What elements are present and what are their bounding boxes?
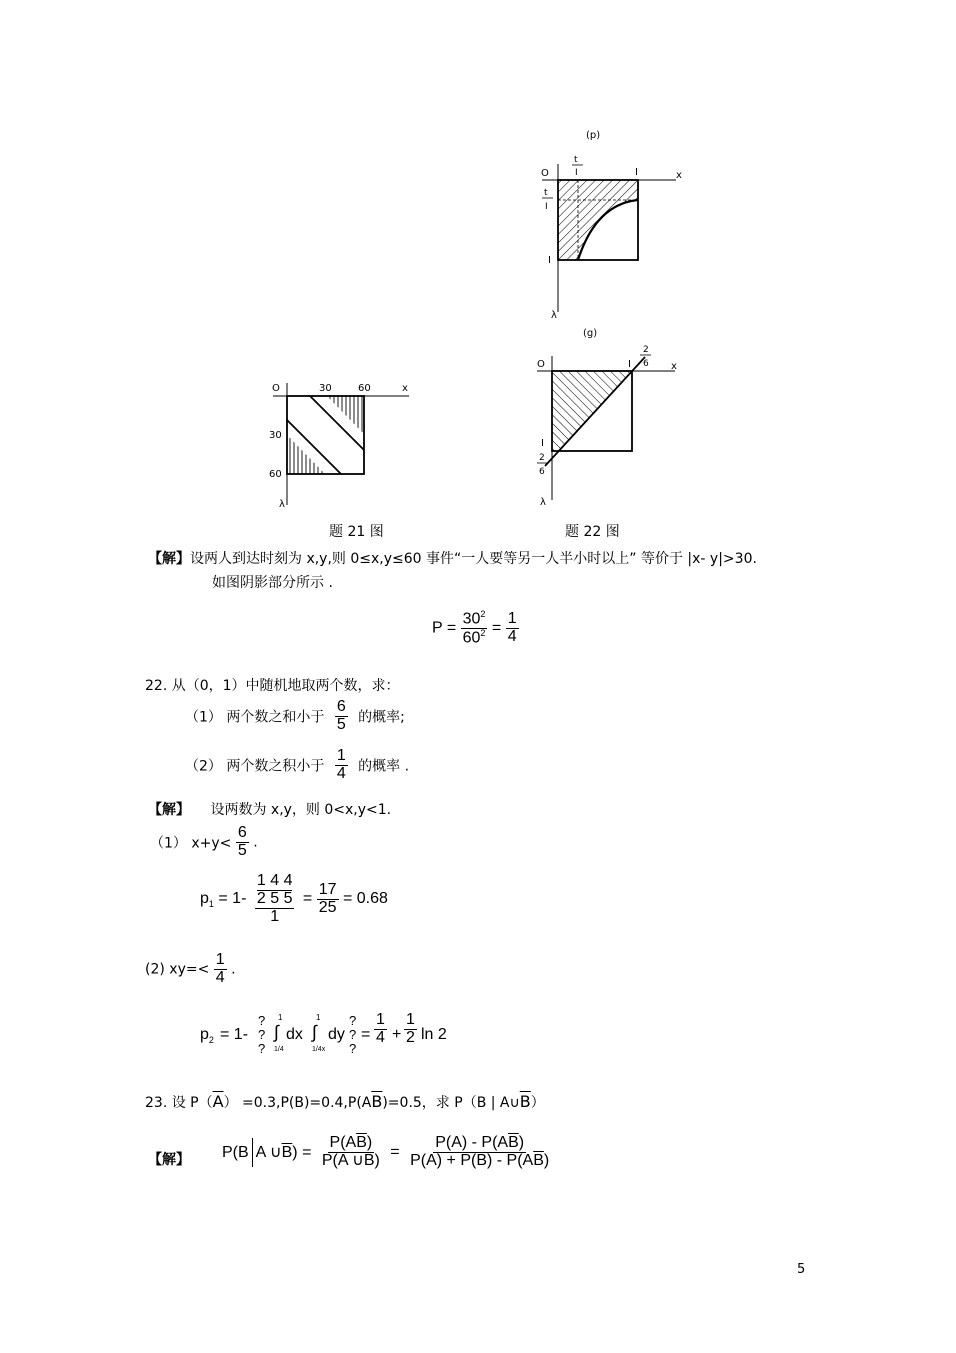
p21-result-fraction: $\frac{1}{4}$ — [507, 610, 517, 646]
p21-solution-line2: 如图阴影部分所示 . — [212, 575, 333, 591]
figure-21 — [265, 375, 415, 510]
fig-21-30y: 30 — [269, 430, 282, 441]
figure-b — [528, 120, 688, 320]
fig-b-x-label: x — [676, 170, 682, 181]
p22-title: 22. 从（0，1）中随机地取两个数，求： — [145, 678, 400, 694]
fig-b-one-y: I — [548, 255, 551, 266]
p22-part1: （1） x+y< $\frac{6}{5}$ . — [150, 824, 258, 859]
fig-b-quarter-num-y: t — [544, 188, 548, 198]
fig-b-quarter-den-y: I — [545, 202, 548, 212]
p23-title: 23. 设 $P(\overline{A}) =0.3,P(B)=0.4,P(A\overline{B})=0.5$，求 P（B | $A\cup\overline{B}$） — [145, 1092, 545, 1111]
fig-b-one-x: I — [635, 167, 638, 178]
fig-21-x-label: x — [402, 383, 408, 394]
solution-tag: 【解】 — [148, 802, 190, 818]
p21-formula: P = $\frac{30^2}{60^2}$ = $\frac{1}{4}$ — [432, 609, 517, 647]
fig-21-30x: 30 — [319, 383, 332, 394]
caption-22: 题 22 图 — [565, 524, 620, 540]
fig-b-origin: O — [541, 168, 549, 179]
p22-p1-formula: $p_1 = 1-$ 1 4 4 2 5 5 1 = $\frac{17}{25}$ = 0.68 — [200, 872, 388, 925]
fig-21-60y: 60 — [269, 469, 282, 480]
fig-g-one-y: I — [541, 438, 544, 449]
fig-b-y-label: λ — [551, 310, 557, 320]
fig-g-x-label: x — [671, 361, 677, 372]
p23-formula: P(B A $\cup\overline{B}$) = $\frac{P(A\overline{B})}{P(A \cup B)}$ = $\frac{P(A) - P(A\overline{B})}{P(A) + P(B) - P(A\overline{B})}$ — [222, 1134, 550, 1169]
fig-g-y-label: λ — [540, 497, 546, 508]
fig-g-frac-num-x: 2 — [643, 345, 649, 355]
fig-g-frac-den-y: 6 — [539, 467, 545, 477]
p21-fraction: $\frac{30^2}{60^2}$ — [462, 609, 486, 647]
fig-21-origin: O — [272, 383, 280, 394]
p22-solution: 【解】 设两数为 x,y，则 0<x,y<1. — [148, 802, 392, 818]
page-number: 5 — [797, 1262, 806, 1277]
fig-g-label: (g) — [583, 328, 598, 339]
fig-g-frac-den-x: 6 — [643, 359, 649, 369]
fig-b-quarter-num: t — [574, 155, 578, 165]
solution-tag: 【解】 — [148, 1152, 190, 1168]
fig-g-frac-num-y: 2 — [539, 453, 545, 463]
fig-21-y-label: λ — [279, 499, 285, 510]
figure-g — [525, 320, 690, 510]
fig-21-60x: 60 — [358, 383, 371, 394]
p21-sol-text: 设两人到达时刻为 x,y,则 0≤x,y≤60 事件“一人要等另一人半小时以上” 等价于 |x- y|>30. — [190, 551, 757, 567]
fig-g-origin: O — [537, 359, 545, 370]
p22-q2: （2） 两个数之积小于 $\frac{1}{4}$ 的概率 . — [185, 747, 410, 782]
p21-solution-line1 — [148, 548, 757, 568]
p22-q1: （1） 两个数之和小于 $\frac{6}{5}$ 的概率; — [185, 698, 405, 733]
solution-tag: 【解】 — [148, 551, 190, 567]
caption-21: 题 21 图 — [329, 524, 384, 540]
fig-g-one-x: I — [628, 359, 631, 370]
p22-part2: (2) xy=< $\frac{1}{4}$ . — [145, 951, 236, 986]
fig-b-label: (p) — [586, 130, 601, 141]
fig-b-quarter-den: I — [575, 168, 578, 178]
